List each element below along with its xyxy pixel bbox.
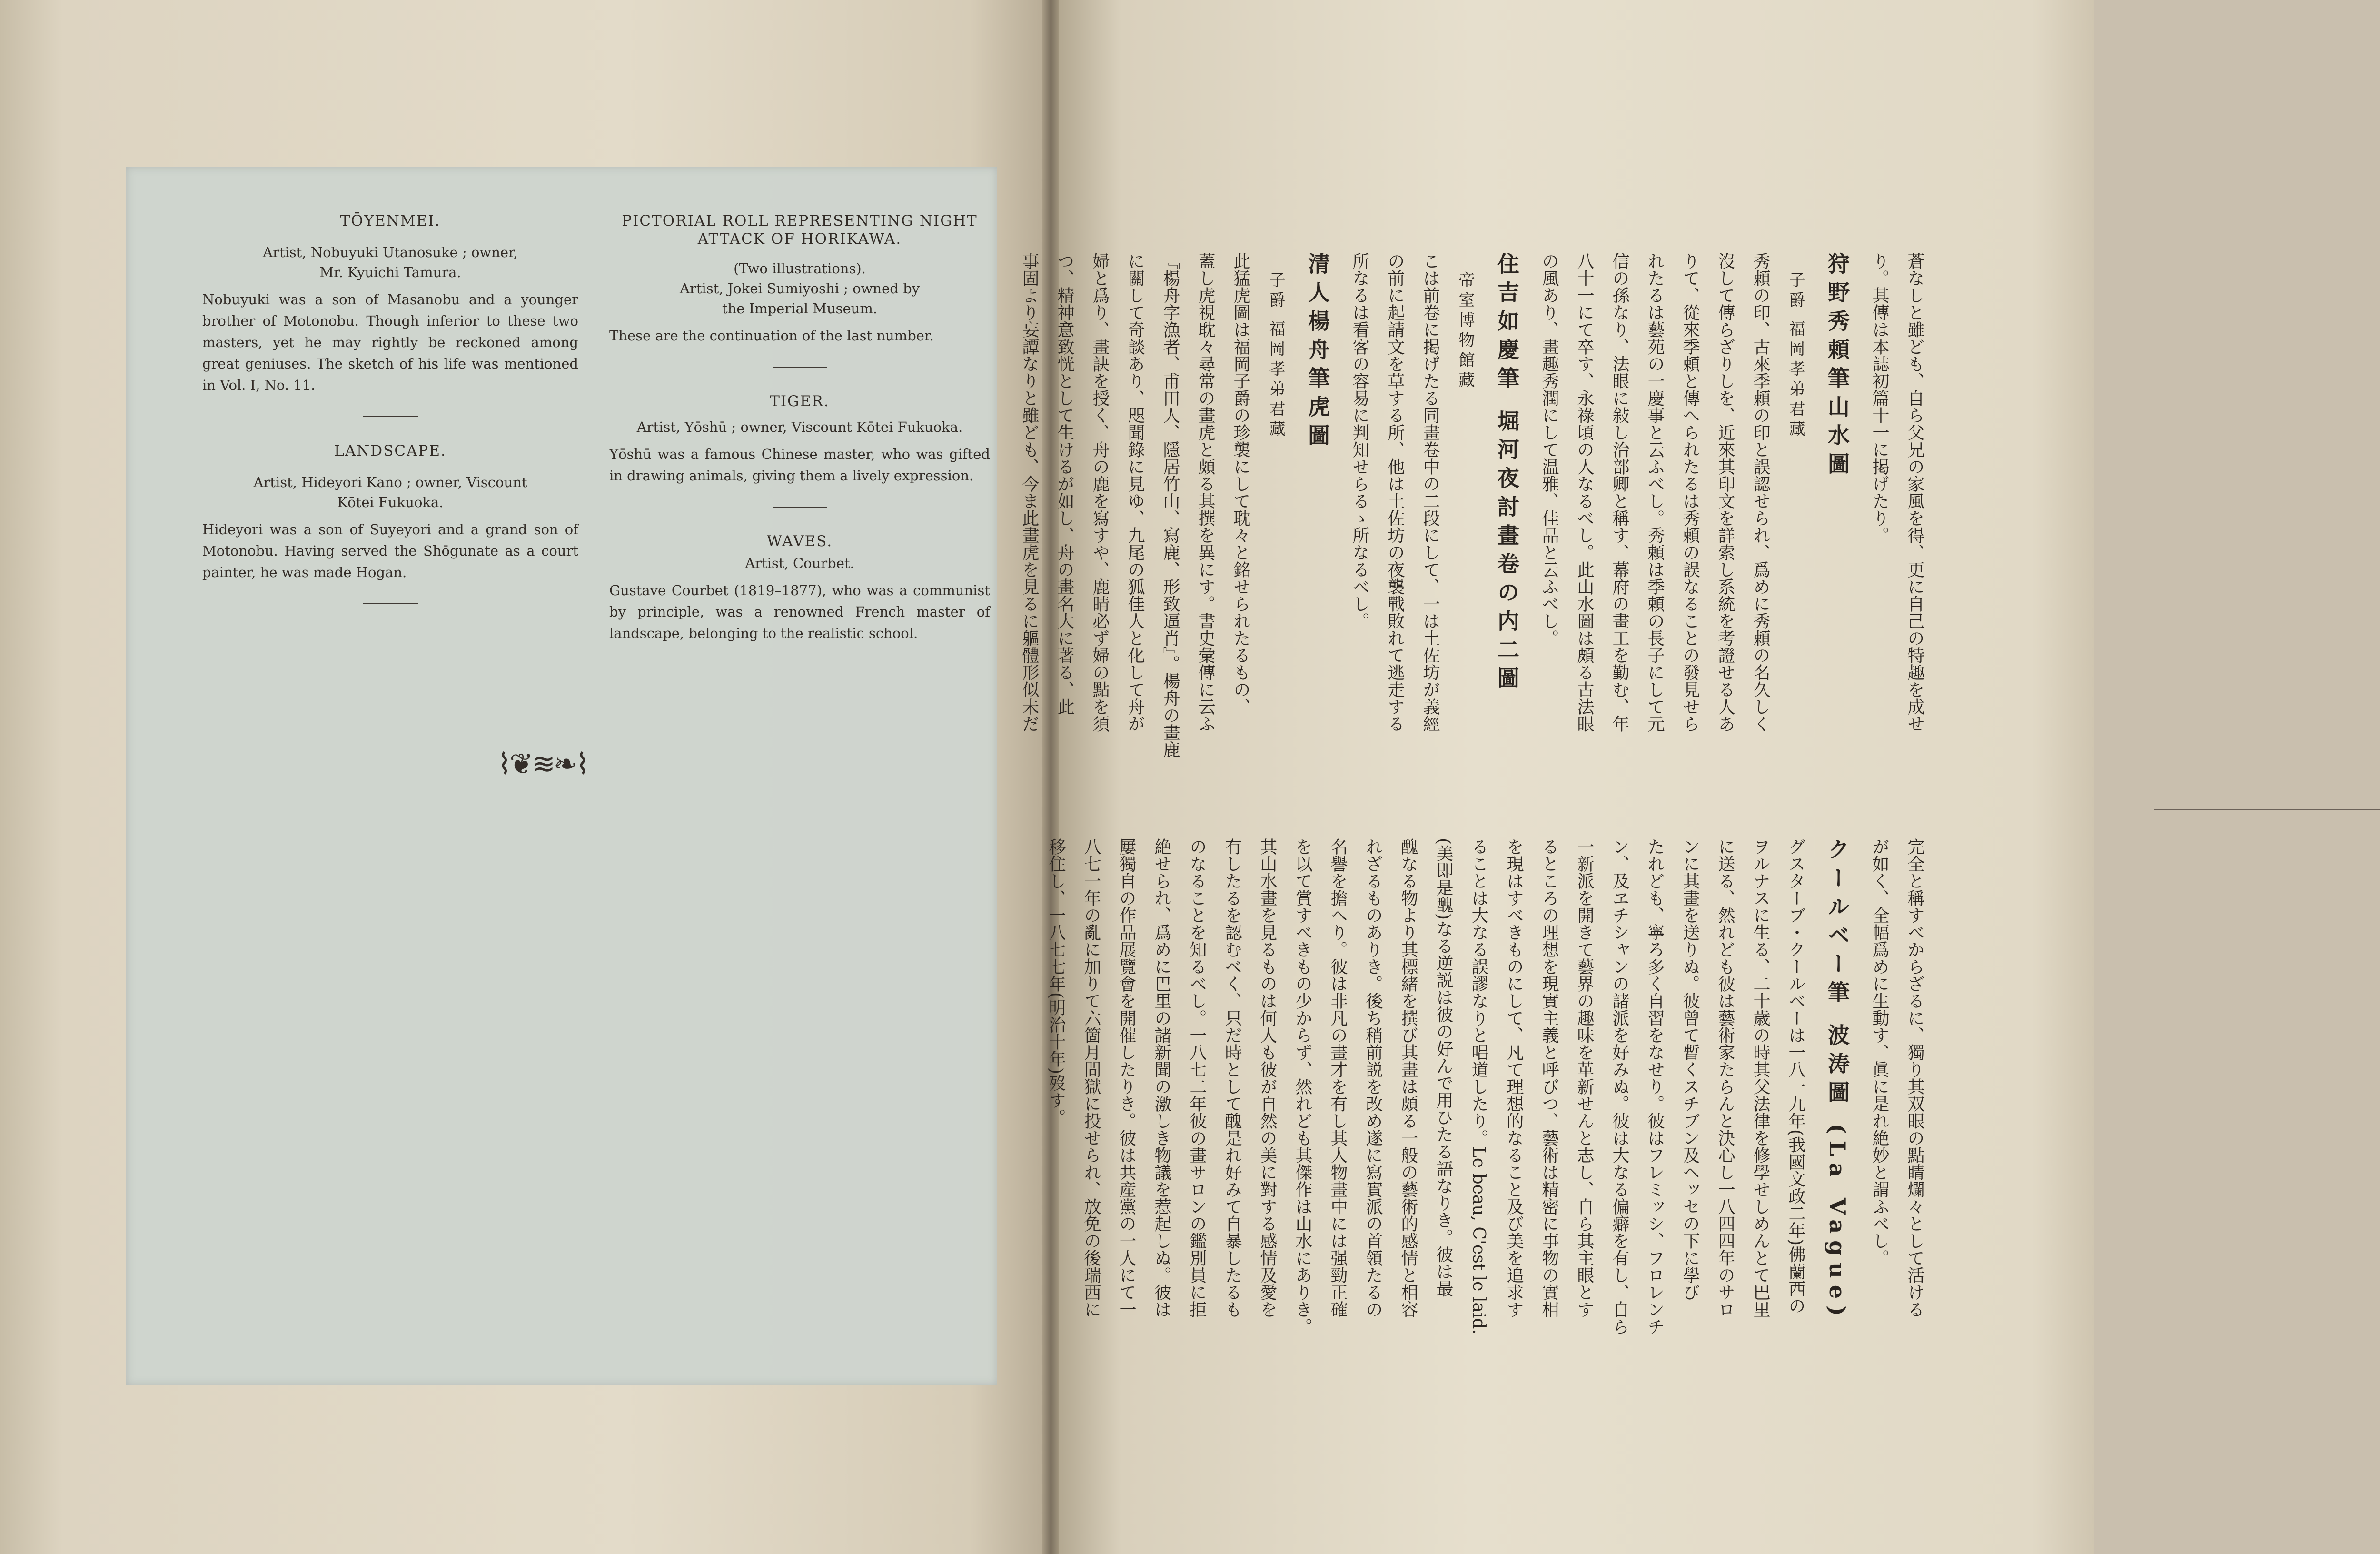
japanese-text-line: 婦と爲り、畫訣を授く、舟の鹿を寫すや、鹿睛必ず婦の點を須 — [1090, 252, 1110, 732]
caption-heading-landscape: LANDSCAPE. — [334, 442, 446, 459]
owner-credit: 子爵 福岡孝弟君藏 — [1786, 271, 1805, 440]
caption-body-waves: Gustave Courbet (1819–1877), who was a communist by principle, was a renowned French master of landscape, belonging to the realistic school. — [609, 582, 990, 641]
caption-heading-tiger: TIGER. — [770, 393, 830, 410]
caption-heading-waves: WAVES. — [766, 533, 833, 550]
japanese-text-line: 秀頼の印、古來季頼の印と誤認せられ、爲めに秀頼の名久しく — [1751, 252, 1770, 732]
japanese-text-line: に關して奇談あり、咫聞錄に見ゆ、九尾の狐佳人と化して舟が — [1125, 252, 1145, 732]
heading-line: PICTORIAL ROLL REPRESENTING NIGHT — [622, 212, 978, 229]
japanese-text-line: のなることを知るべし。一八七二年彼の畫サロンの鑑別員に拒 — [1187, 838, 1207, 1318]
japanese-text-line: 有したるを認むべく、只だ時として醜是れ好みて自暴したるも — [1222, 838, 1242, 1318]
caption-heading-toyenmei: TŌYENMEI. — [340, 212, 441, 229]
japanese-text-line: 移住し、一八七七年(明治十年)歿す。 — [1046, 838, 1066, 1126]
japanese-text-line: 絶せられ、爲めに巴里の諸新聞の激しき物議を惹起しぬ。彼は — [1152, 838, 1171, 1318]
right-page — [1020, 0, 2094, 1554]
japanese-text-line: ヲルナスに生る、二十歳の時其父法律を修學せしめんとて巴里 — [1751, 838, 1770, 1318]
fleuron-ornament: ⌇❦≋❧⌇ — [497, 747, 588, 781]
caption-credit-landscape — [202, 472, 578, 512]
section-rule — [363, 416, 418, 417]
japanese-text-line: 信の孫なり、法眼に敍し治部卿と稱す、幕府の畫工を勤む、年 — [1610, 252, 1629, 732]
artwork-title: 清人楊舟筆虎圖 — [1305, 252, 1330, 452]
caption-credit-toyenmei — [202, 242, 578, 282]
caption-body-night-attack: These are the continuation of the last number. — [609, 328, 934, 344]
japanese-text-line: たれども、寧ろ多く自習をなせり。彼はフレミッシ、フロレンチ — [1645, 838, 1665, 1335]
japanese-text-line: 沒して傳らざりしを、近來其印文を詳索し系統を考證せる人あ — [1716, 252, 1735, 732]
japanese-text-line: 事固より妄譚なりと雖ども、今ま此畫虎を見るに軀體形似未だ — [1020, 252, 1039, 732]
owner-credit: 子爵 福岡孝弟君藏 — [1266, 271, 1285, 440]
english-caption-panel — [126, 167, 997, 1385]
japanese-text-line: 名譽を擔へり。彼は非凡の畫才を有し其人物畫中には强勁正確 — [1328, 838, 1348, 1318]
section-rule — [773, 367, 827, 368]
japanese-text-line: グスターブ・クールベーは一八一九年(我國文政二年)佛蘭西の — [1786, 838, 1805, 1315]
artwork-title: 狩野秀頼筆山水圖 — [1825, 252, 1850, 481]
japanese-text-line: 一新派を開きて藝界の趣味を革新せんと志し、自ら其主眼とす — [1575, 838, 1594, 1318]
japanese-text-line: を以て賞すべきもの少からず、然れども其傑作は山水にありき。 — [1293, 838, 1312, 1335]
japanese-text-line: を現はすべきものにして、凡て理想的なること及び美を追求す — [1504, 838, 1524, 1318]
credit-line: Artist, Jokei Sumiyoshi ; owned by — [679, 280, 920, 297]
caption-column-left — [202, 167, 578, 629]
japanese-text-line: 此猛虎圖は福岡子爵の珍襲にして耽々と銘せられたるもの、 — [1231, 252, 1250, 715]
japanese-text-line: ン、及ヱチシャンの諸派を好みぬ。彼は大なる偏癖を有し、自ら — [1610, 838, 1629, 1335]
credit-line: Kōtei Fukuoka. — [337, 494, 444, 510]
caption-body-tiger: Yōshū was a famous Chinese master, who was gifted in drawing animals, giving them a lively expression. — [609, 446, 990, 484]
japanese-text-line: 所なるは看客の容易に判知せらるゝ所なるべし。 — [1350, 252, 1369, 629]
japanese-text-line: りて、從來季頼と傳へられたるは秀頼の誤なることの發見せら — [1680, 252, 1700, 732]
japanese-text-bottom — [1038, 838, 1932, 1428]
japanese-text-line: (美即是醜)なる逆説は彼の好んで用ひたる語なりき。彼は最 — [1434, 838, 1453, 1297]
japanese-text-line: れざるものありき。後ち稍前説を改め遂に寫實派の首領たるの — [1363, 838, 1383, 1318]
credit-line: the Imperial Museum. — [722, 300, 878, 317]
caption-credit-night-attack — [609, 259, 990, 319]
caption-body-toyenmei: Nobuyuki was a son of Masanobu and a younger brother of Motonobu. Though inferior to these two masters, yet he may rightly be reckoned among great geniuses. The sketch of his life was mentioned in Vol. I, No. 11. — [202, 291, 578, 393]
japanese-text-line: 蓋し虎視耽々尋常の畫虎と頗る其撰を異にす。書史彙傳に云ふ — [1196, 252, 1215, 732]
japanese-text-line: の前に起請文を草する所、他は土佐坊の夜襲戰敗れて逃走する — [1385, 252, 1405, 732]
column-divider — [2154, 809, 2380, 810]
caption-column-right — [609, 167, 990, 644]
japanese-text-line: こは前卷に掲げたる同畫卷中の二段にして、一は土佐坊が義經 — [1420, 252, 1440, 732]
japanese-text-line: ることは大なる誤謬なりと唱道したり。Le beau, C'est le laid. — [1469, 838, 1488, 1335]
japanese-text-line: 八七一年の亂に加りて六箇月間獄に投せられ、放免の後瑞西に — [1081, 838, 1101, 1318]
japanese-text-line: つ、精神意致恍として生けるが如し、舟の畫名大に著る、此 — [1055, 252, 1074, 715]
japanese-text-line: ンに其畫を送りぬ。彼曾て暫くスチブン及ヘッセの下に學び — [1680, 838, 1700, 1301]
japanese-text-line: 其山水畫を見るものは何人も彼が自然の美に對する感情及愛を — [1258, 838, 1277, 1318]
credit-line: (Two illustrations). — [734, 260, 866, 277]
caption-body-landscape: Hideyori was a son of Suyeyori and a grand son of Motonobu. Having served the Shōgunate as a court painter, he was made Hogan. — [202, 521, 578, 580]
owner-credit: 帝室博物館藏 — [1456, 271, 1475, 391]
artwork-title: クールベー筆 波涛圖 (La Vague) — [1825, 838, 1850, 1323]
section-rule — [363, 603, 418, 604]
japanese-text-line: 八十一にて卒す、永祿頃の人なるべし。此山水圖は頗る古法眼 — [1575, 252, 1594, 732]
japanese-text-line: 蒼なしと雖ども、自ら父兄の家風を得、更に自己の特趣を成せ — [1905, 252, 1924, 732]
japanese-text-line: 完全と稱すべからざるに、獨り其双眼の點睛爛々として活ける — [1905, 838, 1924, 1318]
japanese-text-top — [1012, 252, 1932, 800]
credit-line: Mr. Kyuichi Tamura. — [319, 264, 461, 280]
japanese-text-line: 醜なる物より其標緒を撰び其畫は頗る一般の藝術的感情と相容 — [1398, 838, 1418, 1318]
credit-line: Artist, Hideyori Kano ; owner, Viscount — [253, 474, 527, 490]
japanese-text-line: り。其傳は本誌初篇十一に掲げたり。 — [1870, 252, 1889, 544]
japanese-text-line: るところの理想を現實主義と呼びつ、藝術は精密に事物の實相 — [1539, 838, 1559, 1318]
credit-line: Artist, Nobuyuki Utanosuke ; owner, — [263, 244, 518, 260]
caption-heading-night-attack — [609, 212, 990, 248]
japanese-text-line: れたるは藝苑の一慶事と云ふべし。秀頼は季頼の長子にして元 — [1645, 252, 1665, 732]
japanese-text-line: 屢獨自の作品展覽會を開催したりき。彼は共産黨の一人にて一 — [1117, 838, 1136, 1318]
japanese-text-line: に送る、然れども彼は藝術家たらんと決心し一八四四年のサロ — [1716, 838, 1735, 1318]
left-page — [0, 0, 1042, 1554]
section-rule — [773, 507, 827, 508]
artwork-title: 住吉如慶筆 堀河夜討畫卷の内二圖 — [1494, 252, 1520, 696]
heading-line: ATTACK OF HORIKAWA. — [697, 230, 902, 248]
japanese-text-line: 『楊舟字漁者、甫田人、隱居竹山、寫鹿、形致逼肖』。楊舟の畫鹿 — [1160, 252, 1180, 758]
japanese-text-line: の風あり、畫趣秀潤にして温雅、佳品と云ふべし。 — [1539, 252, 1559, 647]
caption-credit-tiger: Artist, Yōshū ; owner, Viscount Kōtei Fukuoka. — [636, 419, 963, 435]
japanese-text-line: が如く、全幅爲めに生動す、眞に是れ絶妙と謂ふべし。 — [1870, 838, 1889, 1266]
caption-credit-waves: Artist, Courbet. — [745, 555, 854, 571]
